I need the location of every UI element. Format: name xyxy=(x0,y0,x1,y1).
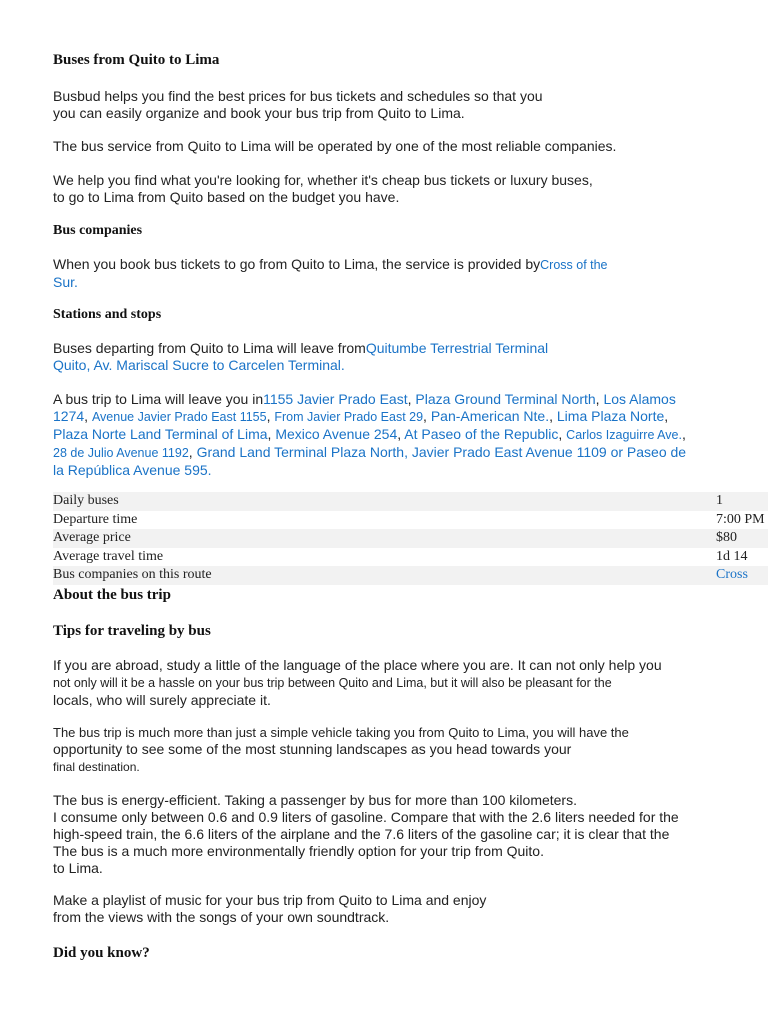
table-row xyxy=(53,492,768,511)
help-paragraph xyxy=(53,172,593,206)
stop-link[interactable]: Carlos Izaguirre Ave. xyxy=(566,428,682,442)
stop-link[interactable]: Plaza Norte Land Terminal of Lima xyxy=(53,426,268,442)
intro-line-1: Busbud helps you find the best prices for bus tickets and schedules so that you xyxy=(53,88,543,104)
tip-paragraph-language: If you are abroad, study a little of the language of the place where you are. It can not only help you not only will it be a hassle on your bus trip between Quito and Lima, but it will also be pleasant for the locals, who will surely appreciate it. xyxy=(53,657,662,708)
stop-link[interactable]: Grand Land Terminal Plaza North, Javier Prado East Avenue 1109 or Paseo de la República Avenue 595. xyxy=(53,444,687,478)
service-paragraph: The bus service from Quito to Lima will be operated by one of the most reliable companies. xyxy=(53,138,617,154)
departing-paragraph xyxy=(53,340,548,374)
tip-paragraph-landscapes: The bus trip is much more than just a simple vehicle taking you from Quito to Lima, you will have the opportunity to see some of the most stunning landscapes as you head towards your final destination. xyxy=(53,725,629,774)
table-row xyxy=(53,548,768,567)
tips-heading: Tips for traveling by bus xyxy=(53,623,211,639)
companies-heading: Bus companies xyxy=(53,223,143,238)
stop-link[interactable]: Lima Plaza Norte xyxy=(556,408,665,424)
intro-line-2: you can easily organize and book your bus trip from Quito to Lima. xyxy=(53,105,465,121)
stat-label: Average price xyxy=(53,529,708,548)
companies-text: When you book bus tickets to go from Quito to Lima, the service is provided by xyxy=(53,256,541,272)
stat-label: Departure time xyxy=(53,511,138,527)
stop-link[interactable]: Los Alamos 1274 xyxy=(53,391,676,424)
intro-paragraph xyxy=(53,88,543,122)
stat-value: $80 xyxy=(708,529,768,548)
stat-value: 1 xyxy=(708,492,768,511)
page-title: Buses from Quito to Lima xyxy=(53,52,220,68)
company-cell-link[interactable]: Cross xyxy=(716,567,748,583)
table-row xyxy=(53,529,768,548)
arrival-paragraph: A bus trip to Lima will leave you in1155 Javier Prado East, Plaza Ground Terminal North, Los Alamos 1274, Avenue Javier Prado East 1155, From Javier Prado East 29, Pan-American Nte., Lima Plaza Norte, Plaza Norte Land Terminal of Lima, Mexico Avenue 254, At Paseo of the Republic, Carlos Izaguirre Ave., 28 de Julio Avenue 1192, Grand Land Terminal Plaza North, Javier Prado East Avenue 1109 or Paseo de la República Avenue 595. xyxy=(53,391,687,478)
stop-link[interactable]: 1155 Javier Prado East xyxy=(263,391,408,407)
help-line-2: to go to Lima from Quito based on the budget you have. xyxy=(53,189,400,205)
table-row xyxy=(53,566,768,585)
stop-link[interactable]: At Paseo of the Republic xyxy=(404,426,559,442)
stop-link[interactable]: 28 de Julio Avenue 1192 xyxy=(53,446,189,460)
departing-text: Buses departing from Quito to Lima will leave from xyxy=(53,340,366,356)
stations-heading: Stations and stops xyxy=(53,307,162,322)
stop-link[interactable]: Mexico Avenue 254 xyxy=(275,426,398,442)
company-link-cross-of-the-sur[interactable]: Cross of the Sur. xyxy=(53,258,608,290)
stop-link[interactable]: Avenue Javier Prado East 1155 xyxy=(91,410,267,424)
companies-paragraph xyxy=(53,256,608,292)
tip-paragraph-energy: The bus is energy-efficient. Taking a passenger by bus for more than 100 kilometers. I consume only between 0.6 and 0.9 liters of gasoline. Compare that with the 2.6 liters needed for the high-speed train, the 6.6 liters of the airplane and the 7.6 liters of the gasoline car; it is clear that the The bus is a much more environmentally friendly option for your trip from Quito. to Lima. xyxy=(53,792,679,876)
arrival-text: A bus trip to Lima will leave you in xyxy=(53,391,264,407)
stat-label: Daily buses xyxy=(53,492,708,511)
stat-value: 1d 14 xyxy=(716,548,748,564)
departure-station-link[interactable]: Quitumbe Terrestrial Terminal Quito, Av. Mariscal Sucre to Carcelen Terminal. xyxy=(53,340,549,373)
help-line-1: We help you find what you're looking for, whether it's cheap bus tickets or luxury buses, xyxy=(53,172,593,188)
stop-link[interactable]: Plaza Ground Terminal North xyxy=(415,391,596,407)
stop-link[interactable]: From Javier Prado East 29 xyxy=(274,410,424,424)
stat-label: Average travel time xyxy=(53,548,164,564)
stop-link[interactable]: Pan-American Nte. xyxy=(430,408,550,424)
tip-paragraph-playlist: Make a playlist of music for your bus trip from Quito to Lima and enjoy from the views with the songs of your own soundtrack. xyxy=(53,892,487,925)
table-row xyxy=(53,511,768,530)
route-stats-table xyxy=(53,492,768,586)
about-heading: About the bus trip xyxy=(53,587,171,603)
stat-label: Bus companies on this route xyxy=(53,566,708,585)
stat-value: 7:00 PM xyxy=(716,511,765,527)
did-you-know-heading: Did you know? xyxy=(53,945,150,961)
